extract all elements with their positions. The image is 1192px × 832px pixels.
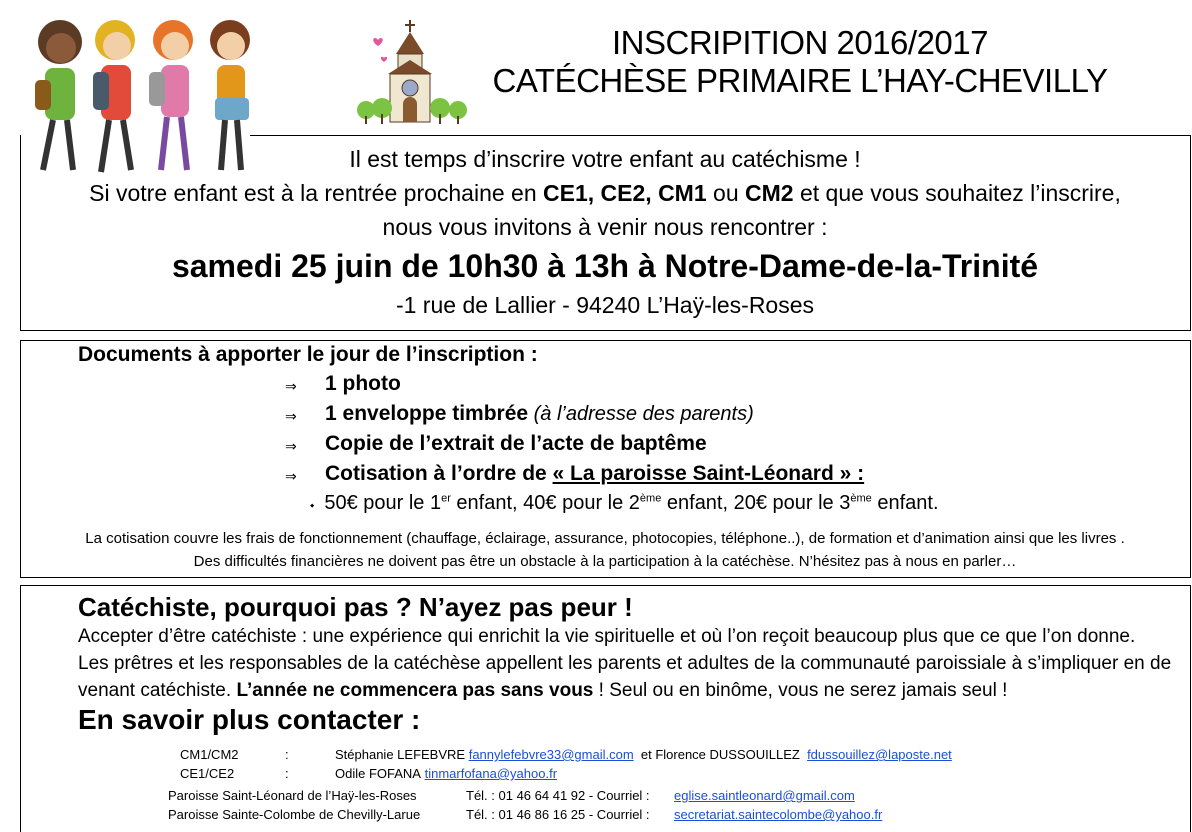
fee-part-1: 50€ pour le 1 — [324, 492, 442, 514]
page-title — [470, 24, 1130, 100]
catechist-paragraph-3 — [78, 677, 1183, 704]
catechist-p3-a: venant catéchiste. — [78, 680, 237, 701]
contact-name: Stéphanie LEFEBVRE — [335, 747, 466, 762]
intro-line-2-part-c: ou — [706, 180, 746, 206]
parish-name: Paroisse Sainte-Colombe de Chevilly-Larue — [168, 807, 421, 822]
document-item-note: (à l’adresse des parents) — [528, 403, 754, 425]
catechist-p3-bold: L’année ne commencera pas sans vous — [236, 680, 594, 701]
contact-email-link[interactable]: fannylefebvre33@gmail.com — [468, 747, 634, 762]
list-item — [285, 372, 939, 402]
parish-row — [168, 786, 1168, 805]
parish-phone: Tél. : 01 46 86 16 25 - Courriel : — [466, 807, 650, 822]
church-icon — [352, 18, 477, 130]
contact-row — [180, 764, 1170, 783]
contact-row — [180, 745, 1170, 764]
document-item-label: Copie de l’extrait de l’acte de baptême — [325, 432, 707, 455]
documents-list — [285, 372, 939, 522]
document-item-label: 1 enveloppe timbrée — [325, 402, 529, 425]
fee-sup-2: ème — [639, 492, 662, 505]
document-item-label: 1 photo — [325, 372, 401, 395]
list-item — [285, 462, 939, 492]
meeting-address: -1 rue de Lallier - 94240 L’Haÿ-les-Roses — [395, 292, 815, 318]
intro-line-2-part-a: Si votre enfant est à la rentrée prochaine en — [89, 180, 544, 206]
parish-order-name: « La paroisse Saint-Léonard » : — [552, 462, 865, 485]
intro-levels-2: CM2 — [745, 180, 794, 206]
arrow-icon: ⇒ — [285, 438, 297, 454]
intro-box-top-border — [250, 135, 1190, 136]
parish-name: Paroisse Saint-Léonard de l’Haÿ-les-Roses — [168, 788, 417, 803]
catechist-p3-c: ! Seul ou en binôme, vous ne serez jamais seul ! — [593, 680, 1008, 701]
contact-level: CE1/CE2 — [180, 766, 235, 781]
fees-notes — [20, 527, 1190, 573]
intro-line-3: nous vous invitons à venir nous rencontrer : — [382, 214, 828, 240]
catechist-paragraph-2: Les prêtres et les responsables de la catéchèse appellent les parents et adultes de la communauté paroissiale à s’impliquer en de — [78, 653, 1172, 674]
fee-sup-3: ème — [850, 492, 872, 505]
contact-name-2: et Florence DUSSOUILLEZ — [633, 747, 808, 762]
documents-heading: Documents à apporter le jour de l’inscription : — [78, 343, 538, 366]
intro-levels-1: CE1, CE2, CM1 — [543, 180, 707, 206]
document-item-label: Cotisation à l’ordre de — [325, 462, 553, 485]
contact-name: Odile FOFANA — [335, 766, 421, 781]
fees-line — [285, 492, 939, 522]
intro-line-2-part-e: et que vous souhaitez l’inscrire, — [793, 180, 1121, 206]
fee-sup-1: er — [441, 492, 451, 505]
intro-line-2 — [20, 176, 1190, 210]
contact-email-link[interactable]: tinmarfofana@yahoo.fr — [424, 766, 558, 781]
contact-level: CM1/CM2 — [180, 747, 239, 762]
intro-line-1: Il est temps d’inscrire votre enfant au catéchisme ! — [349, 146, 861, 172]
parish-email-link[interactable]: secretariat.saintecolombe@yahoo.fr — [674, 807, 883, 822]
bullet-icon: ⬩ — [310, 498, 315, 512]
fee-part-4: enfant. — [871, 492, 939, 514]
catechist-heading: Catéchiste, pourquoi pas ? N’ayez pas peur ! — [78, 592, 633, 622]
arrow-icon: ⇒ — [285, 468, 297, 484]
catechist-section — [78, 592, 1183, 736]
fee-part-3: enfant, 20€ pour le 3 — [661, 492, 851, 514]
list-item — [285, 402, 939, 432]
intro-section — [20, 142, 1190, 322]
parish-email-link[interactable]: eglise.saintleonard@gmail.com — [674, 788, 855, 803]
arrow-icon: ⇒ — [285, 378, 297, 394]
contact-separator: : — [285, 747, 289, 762]
parish-contacts — [168, 786, 1168, 824]
title-line-2: CATÉCHÈSE PRIMAIRE L’HAY-CHEVILLY — [492, 62, 1108, 99]
meeting-date: samedi 25 juin de 10h30 à 13h à Notre-Dame-de-la-Trinité — [171, 248, 1039, 284]
contact-separator: : — [285, 766, 289, 781]
parish-row — [168, 805, 1168, 824]
parish-phone: Tél. : 01 46 64 41 92 - Courriel : — [466, 788, 650, 803]
contact-heading: En savoir plus contacter : — [78, 704, 421, 735]
fees-note-2: Des difficultés financières ne doivent pas être un obstacle à la participation à la catéchèse. N’hésitez pas à nous en parler… — [193, 553, 1017, 570]
fee-part-2: enfant, 40€ pour le 2 — [450, 492, 640, 514]
arrow-icon: ⇒ — [285, 408, 297, 424]
list-item — [285, 432, 939, 462]
contact-list — [180, 745, 1170, 783]
contact-email-link-2[interactable]: fdussouillez@laposte.net — [807, 747, 952, 762]
catechist-paragraph-1: Accepter d’être catéchiste : une expérience qui enrichit la vie spirituelle et où l’on reçoit beaucoup plus que ce que l’on donne. — [78, 626, 1136, 647]
title-line-1: INSCRIPITION 2016/2017 — [611, 24, 988, 61]
fees-note-1: La cotisation couvre les frais de fonctionnement (chauffage, éclairage, assurance, photocopies, téléphone..), de formation et d’animation ainsi que les livres . — [85, 530, 1125, 547]
